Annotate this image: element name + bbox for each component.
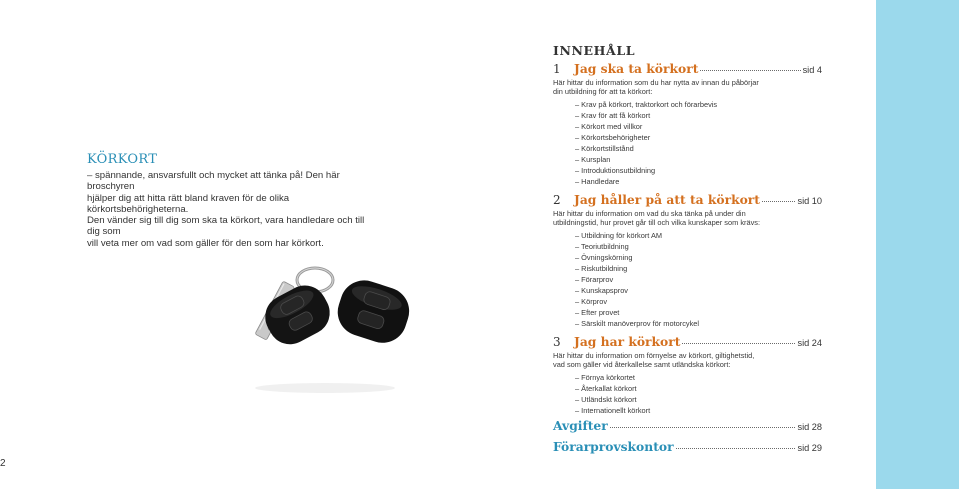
list-item: – Körkort med villkor [575,122,643,131]
toc-entry-forarprovskontor[interactable] [553,439,822,455]
description-line: Här hittar du information som du har nytta av innan du påbörjar [553,78,759,87]
section-number: 3 [553,335,561,349]
list-item: – Utländskt körkort [575,395,637,404]
section-items [575,372,650,416]
list-item: – Förarprov [575,275,614,284]
page-number: 2 [0,458,6,469]
dot-leader [682,343,795,344]
intro-line: hjälper dig att hitta rätt bland kraven för de olika körkortsbehörigheterna. [87,192,290,215]
list-item: – Teoriutbildning [575,242,629,251]
list-item: – Krav för att få körkort [575,111,651,120]
list-item: – Övningskörning [575,253,633,262]
section-title: Jag ska ta körkort [574,61,699,76]
list-item: – Utbildning för körkort AM [575,231,663,240]
description-line: din utbildning för att ta körkort: [553,87,653,97]
toc-entry-avgifter[interactable] [553,418,822,434]
list-item: – Efter provet [575,308,620,317]
list-item: – Särskilt manöverprov för motorcykel [575,319,700,328]
decorative-side-strip [876,0,959,489]
section-description [553,209,823,228]
description-line: Här hittar du information om förnyelse av körkort, giltighetstid, [553,351,755,360]
toc-entry-section-1[interactable] [553,61,822,77]
description-line: Här hittar du information om vad du ska tänka på under din [553,209,746,218]
section-title: Jag har körkort [574,334,681,349]
left-page-intro [87,170,369,249]
car-key-illustration [215,258,430,398]
section-page: sid 10 [797,196,822,206]
dot-leader [610,427,796,428]
list-item: – Kursplan [575,155,611,164]
left-page-title: KÖRKORT [87,152,158,167]
list-item: – Återkallat körkort [575,384,637,393]
section-page: sid 4 [802,65,822,75]
intro-line: vill veta mer om vad som gäller för den som har körkort. [87,237,324,249]
entry-title: Förarprovskontor [553,439,674,454]
section-title: Jag håller på att ta körkort [574,192,760,207]
list-item: – Handledare [575,177,620,186]
toc-heading: INNEHÅLL [553,43,636,58]
list-item: – Körkortsbehörigheter [575,133,651,142]
toc-entry-section-2[interactable] [553,192,822,208]
section-number: 1 [553,62,561,76]
section-description [553,351,823,370]
list-item: – Körkortstillstånd [575,144,634,153]
section-items [575,230,699,329]
dot-leader [676,448,796,449]
intro-line: Den vänder sig till dig som ska ta körkort, vara handledare och till dig som [87,215,365,238]
intro-line: – spännande, ansvarsfullt och mycket att tänka på! Den här broschyren [87,170,340,193]
list-item: – Krav på körkort, traktorkort och förarbevis [575,100,718,109]
list-item: – Kunskapsprov [575,286,628,295]
description-line: vad som gäller vid återkallelse samt utländska körkort: [553,360,731,370]
dot-leader [762,201,796,202]
section-description [553,78,823,97]
list-item: – Introduktionsutbildning [575,166,656,175]
list-item: – Riskutbildning [575,264,628,273]
toc-entry-section-3[interactable] [553,334,822,350]
list-item: – Internationellt körkort [575,406,651,415]
list-item: – Förnya körkortet [575,373,635,382]
section-page: sid 24 [797,338,822,348]
entry-page: sid 29 [797,443,822,453]
list-item: – Körprov [575,297,608,306]
section-number: 2 [553,193,561,207]
entry-page: sid 28 [797,422,822,432]
section-items [575,99,717,187]
entry-title: Avgifter [553,418,608,433]
dot-leader [700,70,800,71]
description-line: utbildningstid, hur provet går till och vilka kunskaper som krävs: [553,218,761,228]
